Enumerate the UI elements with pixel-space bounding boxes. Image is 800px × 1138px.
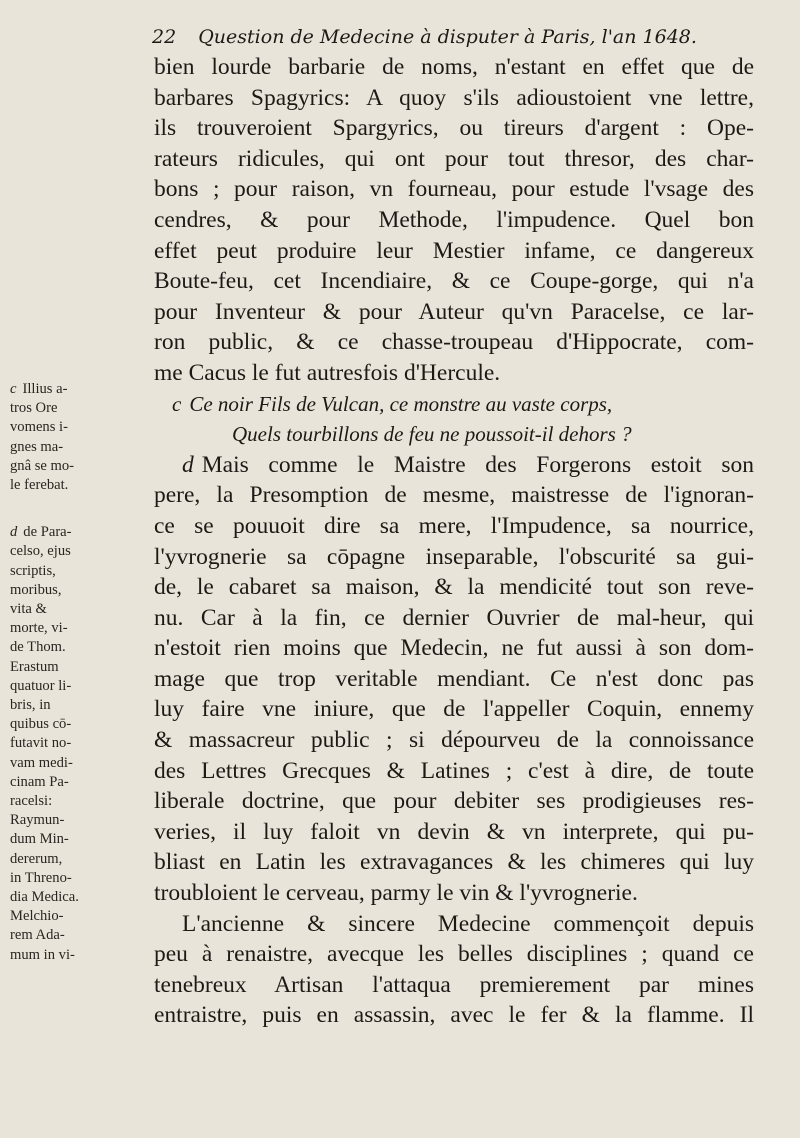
text-line: me Cacus le fut autresfois d'Hercule.	[154, 359, 501, 386]
note-line: bris, in	[10, 697, 51, 714]
note-key: c	[10, 381, 17, 397]
text-line: barbares Spagyrics: A quoy s'ils adioustoient vne lettre,	[154, 84, 754, 111]
text-line: cendres, & pour Methode, l'impudence. Quel bon	[154, 206, 754, 233]
note-line: Illius a-	[22, 381, 68, 397]
text-line: n'estoit rien moins que Medecin, ne fut aussi à son dom-	[154, 635, 754, 662]
verse-line: Quels tourbillons de feu ne poussoit-il dehors ?	[232, 422, 632, 447]
margin-note-d	[10, 523, 150, 965]
text-line: veries, il luy faloit vn devin & vn interprete, qui pu-	[154, 818, 754, 845]
text-line: ce se pouuoit dire sa mere, l'Impudence, sa nourrice,	[154, 512, 754, 539]
note-line: le ferebat.	[10, 477, 69, 494]
margin-notes	[10, 380, 150, 965]
text-line: Boute-feu, cet Incendiaire, & ce Coupe-gorge, qui n'a	[154, 268, 754, 295]
text-line: luy faire vne iniure, que de l'appeller Coquin, ennemy	[154, 696, 754, 723]
page-number: 22	[152, 26, 177, 48]
note-line: vita &	[10, 601, 47, 618]
verse-line	[154, 389, 754, 420]
text-line: L'ancienne & sincere Medecine commençoit depuis	[182, 910, 754, 937]
note-line: vomens i-	[10, 419, 68, 436]
text-line: ron public, & ce chasse-troupeau d'Hippocrate, com-	[154, 329, 754, 356]
note-line: gnâ se mo-	[10, 457, 75, 474]
text-line: pour Inventeur & pour Auteur qu'vn Paracelse, ce lar-	[154, 298, 754, 325]
note-line: morte, vi-	[10, 620, 68, 637]
text-line: l'yvrognerie sa cōpagne inseparable, l'obscurité sa gui-	[154, 543, 754, 570]
note-line: Melchio-	[10, 908, 64, 925]
main-text	[154, 52, 754, 1031]
note-line: Erastum	[10, 658, 59, 675]
note-line: tros Ore	[10, 400, 58, 417]
note-line: quatuor li-	[10, 677, 72, 694]
note-line: cinam Pa-	[10, 773, 69, 790]
margin-note-c	[10, 380, 150, 495]
text-line: bliast en Latin les extravagances & les chimeres qui luy	[154, 849, 754, 876]
note-line: celso, ejus	[10, 543, 71, 560]
note-line: scriptis,	[10, 562, 56, 579]
text-line: de, le cabaret sa maison, & la mendicité tout son reve-	[154, 574, 754, 601]
note-line: in Threno-	[10, 869, 72, 886]
note-line: dum Min-	[10, 831, 69, 848]
text-line-content: Mais comme le Maistre des Forgerons estoit son	[201, 451, 754, 478]
note-line: vam medi-	[10, 754, 73, 771]
note-line: dia Medica.	[10, 889, 79, 906]
text-line: liberale doctrine, que pour debiter ses prodigieuses res-	[154, 788, 754, 815]
text-line: peu à renaistre, avecque les belles disciplines ; quand ce	[154, 941, 754, 968]
text-line: entraistre, puis en assassin, avec le fer & la flamme. Il	[154, 1002, 754, 1029]
verse-text: Ce noir Fils de Vulcan, ce monstre au vaste corps,	[189, 391, 613, 416]
note-key: d	[182, 451, 194, 478]
text-line: nu. Car à la fin, ce dernier Ouvrier de mal-heur, qui	[154, 604, 754, 631]
text-line: mage que trop veritable mendiant. Ce n'est donc pas	[154, 665, 754, 692]
text-line: bien lourde barbarie de noms, n'estant en effet que de	[154, 54, 754, 80]
note-line: de Thom.	[10, 639, 66, 656]
text-line: effet peut produire leur Mestier infame, ce dangereux	[154, 237, 754, 264]
text-line	[154, 450, 754, 481]
note-line: racelsi:	[10, 793, 53, 810]
text-line: ils trouveroient Spargyrics, ou tireurs d'argent : Ope-	[154, 115, 754, 142]
note-key: c	[172, 391, 182, 416]
note-line: dererum,	[10, 850, 63, 867]
note-line: moribus,	[10, 581, 62, 598]
note-key: d	[10, 524, 18, 541]
note-line: de Para-	[23, 524, 72, 541]
text-line: pere, la Presomption de mesme, maistresse de l'ignoran-	[154, 482, 754, 509]
text-line: rateurs ridicules, qui ont pour tout thresor, des char-	[154, 145, 754, 172]
text-line: troubloient le cerveau, parmy le vin & l'yvrognerie.	[154, 880, 638, 907]
text-line: tenebreux Artisan l'attaqua premierement par mines	[154, 971, 754, 998]
text-line: & massacreur public ; si dépourveu de la connoissance	[154, 727, 754, 754]
running-title: Question de Medecine à disputer à Paris, l'an 1648.	[198, 26, 697, 48]
note-line: rem Ada-	[10, 927, 65, 944]
note-line: futavit no-	[10, 735, 72, 752]
note-line: quibus cō-	[10, 716, 72, 733]
running-head	[152, 26, 752, 48]
text-line: bons ; pour raison, vn fourneau, pour estude l'vsage des	[154, 176, 754, 203]
note-line: Raymun-	[10, 812, 65, 829]
text-line: des Lettres Grecques & Latines ; c'est à dire, de toute	[154, 757, 754, 784]
note-line: mum in vi-	[10, 946, 75, 963]
note-line: gnes ma-	[10, 438, 64, 455]
